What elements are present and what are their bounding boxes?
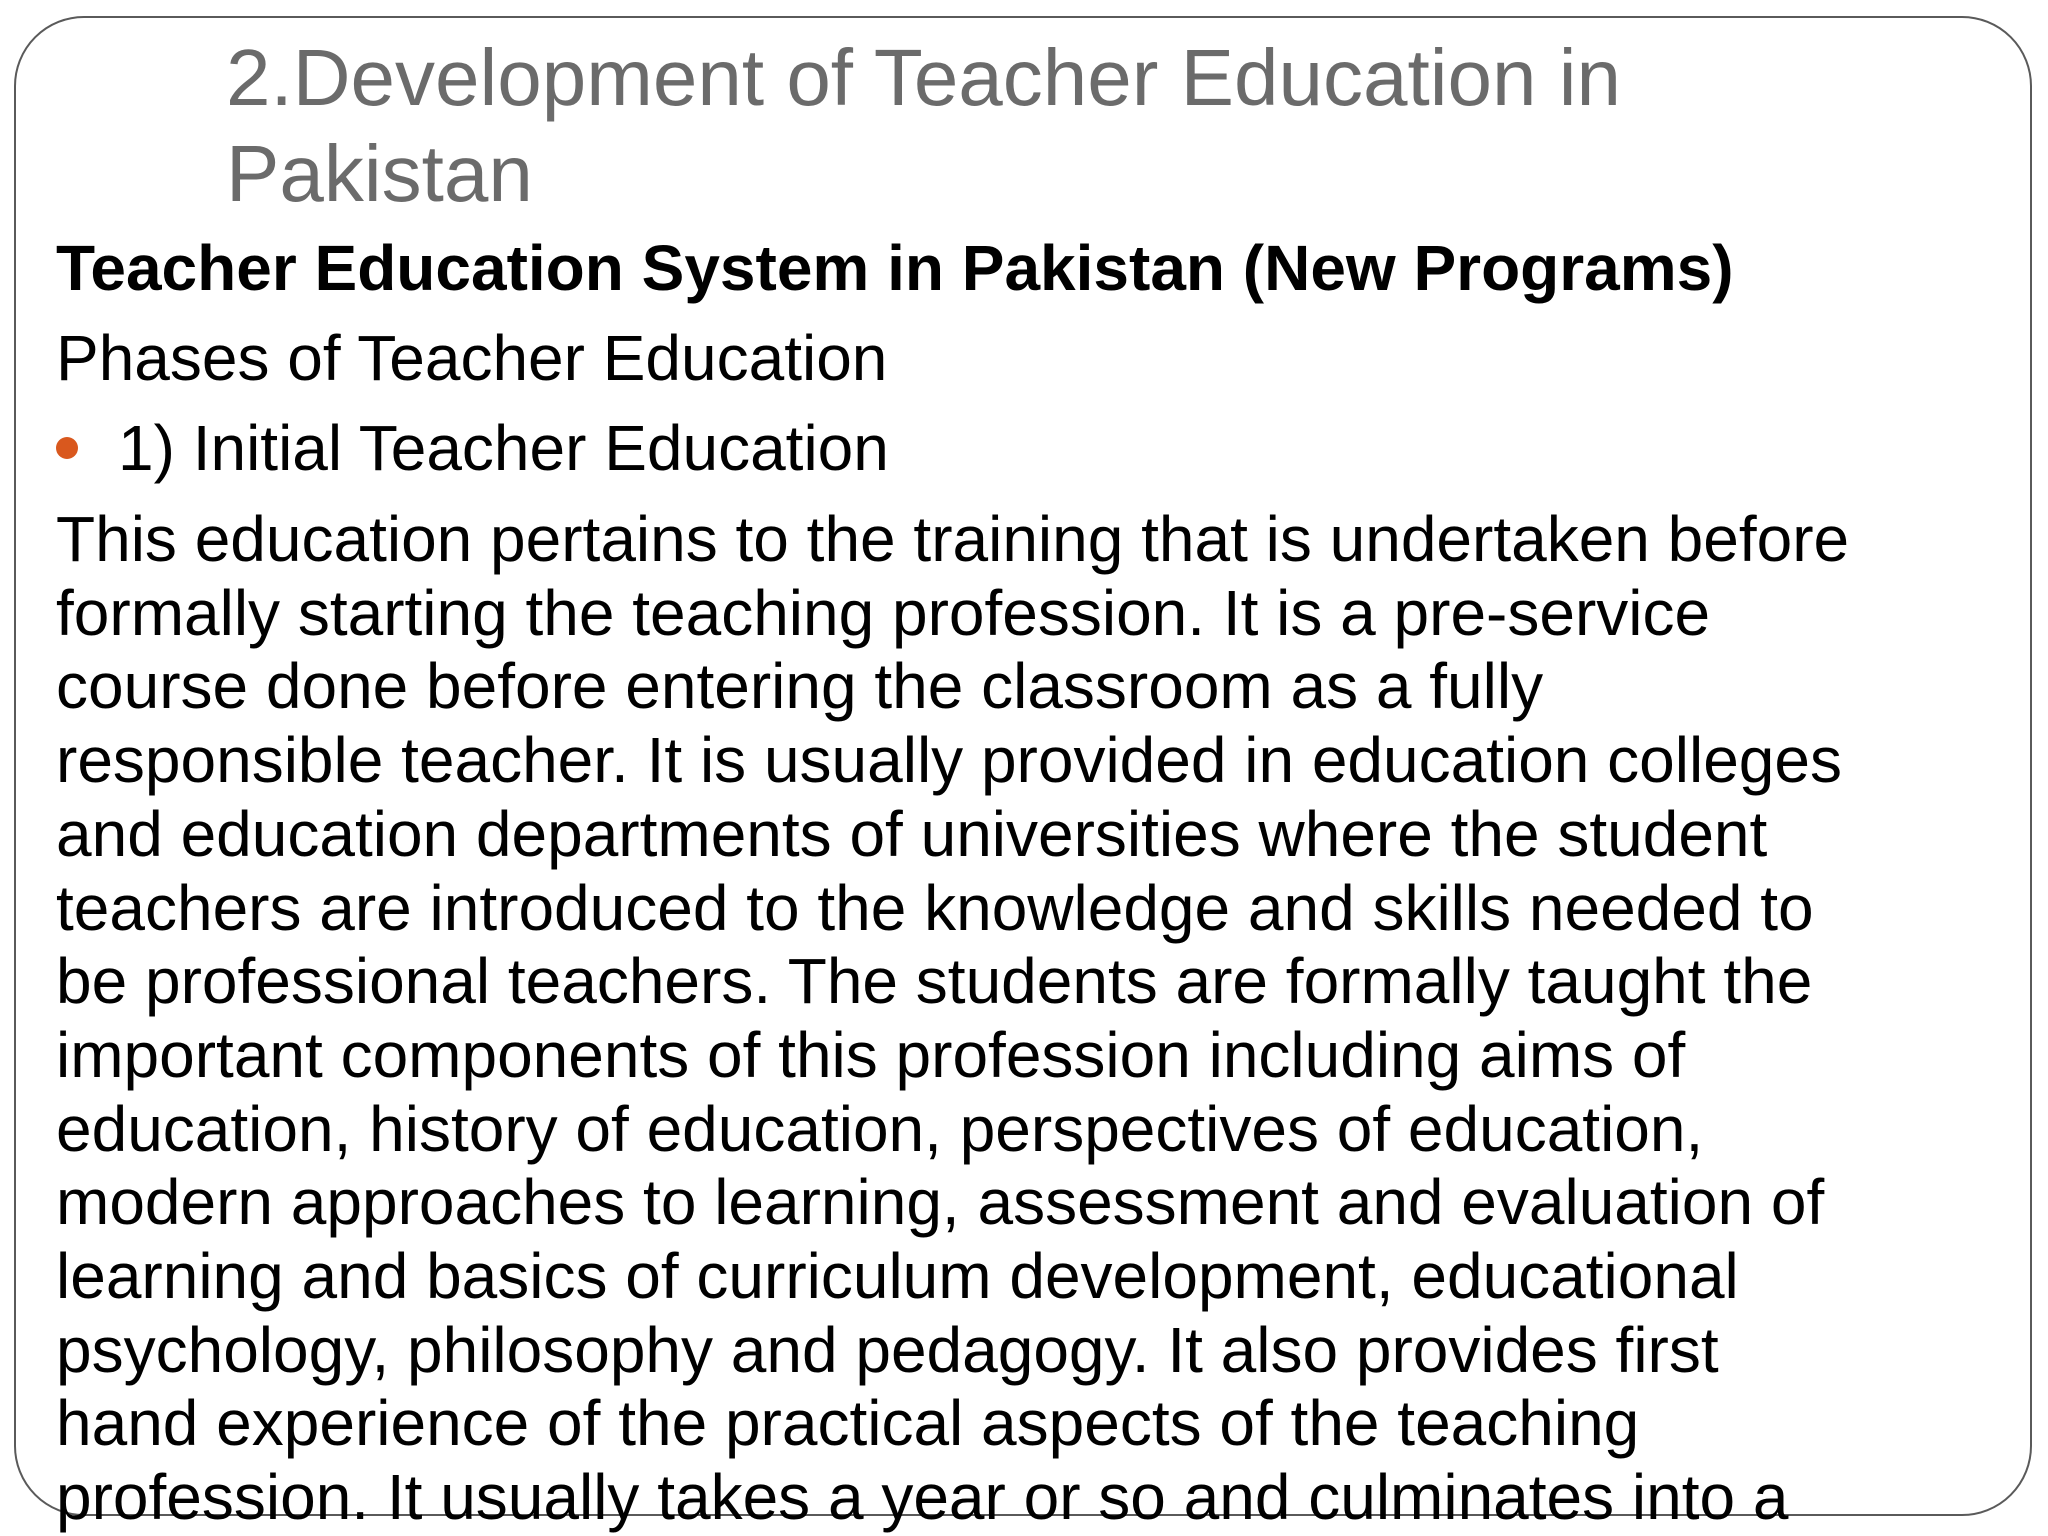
body-line: important components of this profession including aims of [56,1018,1686,1091]
body-paragraph [56,503,2016,1535]
slide-title [226,30,1926,222]
body-line: learning and basics of curriculum development, educational [56,1240,1739,1313]
body-line: modern approaches to learning, assessment and evaluation of [56,1166,1825,1239]
bullet-dot-icon [56,437,78,459]
section-heading: Teacher Education System in Pakistan (New Programs) [56,232,1734,304]
body-line: profession. It usually takes a year or so and culminates into a [56,1461,1789,1534]
slide-title-line-1: 2.Development of Teacher Education in [226,33,1621,122]
body-line: This education pertains to the training that is undertaken before [56,503,1850,575]
body-line: hand experience of the practical aspects of the teaching [56,1387,1640,1460]
body-line: responsible teacher. It is usually provided in education colleges [56,724,1842,797]
phases-heading: Phases of Teacher Education [56,322,888,394]
body-line: and education departments of universities where the student [56,797,1768,870]
body-line: be professional teachers. The students are formally taught the [56,945,1813,1018]
body-line: education, history of education, perspectives of education, [56,1092,1704,1165]
body-line: formally starting the teaching profession. It is a pre-service [56,576,1711,649]
body-line: teachers are introduced to the knowledge and skills needed to [56,871,1814,944]
bullet-item-text: 1) Initial Teacher Education [118,412,889,484]
bullet-item [56,408,889,488]
body-line: course done before entering the classroom as a fully [56,650,1544,723]
body-line: psychology, philosophy and pedagogy. It also provides first [56,1313,1719,1386]
slide-title-line-2: Pakistan [226,129,533,218]
